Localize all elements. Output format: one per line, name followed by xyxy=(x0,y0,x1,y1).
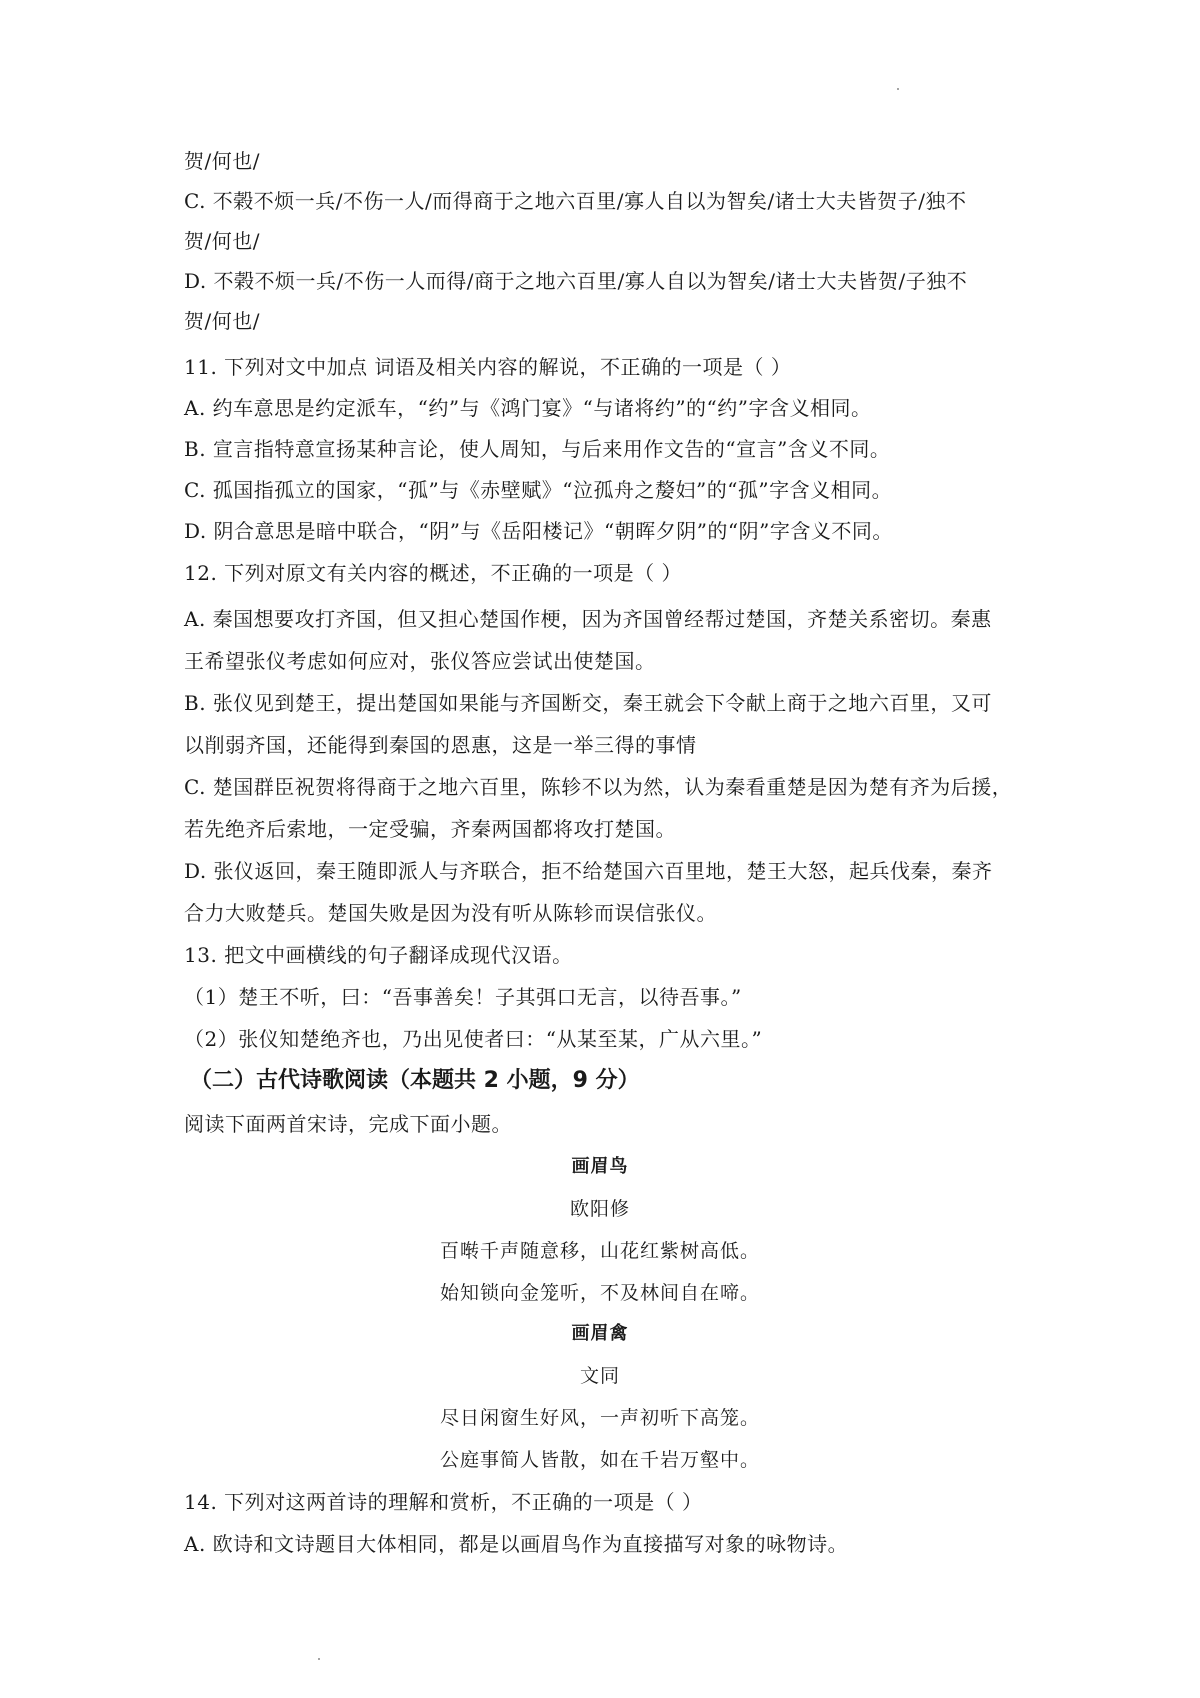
q13-item-1: （1）楚王不听，曰：“吾事善矣！子其弭口无言，以待吾事。” xyxy=(184,985,742,1009)
text-line: 若先绝齐后索地，一定受骗，齐秦两国都将攻打楚国。 xyxy=(184,817,676,841)
section-heading: （二）古代诗歌阅读（本题共 2 小题，9 分） xyxy=(190,1068,640,1093)
poem-1-author: 欧阳修 xyxy=(569,1198,630,1220)
q13-item-2: （2）张仪知楚绝齐也，乃出见使者曰：“从某至某，广从六里。” xyxy=(184,1027,763,1051)
option-d-line: D. 不榖不烦一兵/不伤一人而得/商于之地六百里/寡人自以为智矣/诸士大夫皆贺/子独不 xyxy=(184,269,968,293)
q12-option-c: C. 楚国群臣祝贺将得商于之地六百里，陈轸不以为然，认为秦看重楚是因为楚有齐为后援， xyxy=(184,775,1013,799)
q11-option-a: A. 约车意思是约定派车，“约”与《鸿门宴》“与诸将约”的“约”字含义相同。 xyxy=(184,396,872,420)
poem-2-title: 画眉禽 xyxy=(571,1323,629,1344)
poem-2-line: 尽日闲窗生好风，一声初听下高笼。 xyxy=(439,1407,760,1429)
q12-option-d: D. 张仪返回，秦王随即派人与齐联合，拒不给楚国六百里地，楚王大怒，起兵伐秦，秦齐 xyxy=(184,859,993,883)
reading-instructions: 阅读下面两首宋诗，完成下面小题。 xyxy=(184,1112,512,1136)
q12-option-a: A. 秦国想要攻打齐国，但又担心楚国作梗，因为齐国曾经帮过楚国，齐楚关系密切。秦惠 xyxy=(184,607,992,631)
q11-option-b: B. 宣言指特意宣扬某种言论，使人周知，与后来用作文告的“宣言”含义不同。 xyxy=(184,437,891,461)
q11-option-d: D. 阴合意思是暗中联合，“阴”与《岳阳楼记》“朝晖夕阴”的“阴”字含义不同。 xyxy=(184,519,893,543)
q12-option-b: B. 张仪见到楚王，提出楚国如果能与齐国断交，秦王就会下令献上商于之地六百里，又可 xyxy=(184,691,992,715)
question-13: 13. 把文中画横线的句子翻译成现代汉语。 xyxy=(184,943,573,967)
q11-option-c: C. 孤国指孤立的国家，“孤”与《赤壁赋》“泣孤舟之嫠妇”的“孤”字含义相同。 xyxy=(184,478,893,502)
text-line: 王希望张仪考虑如何应对，张仪答应尝试出使楚国。 xyxy=(184,649,656,673)
poem-1-title: 画眉鸟 xyxy=(571,1156,629,1177)
question-14: 14. 下列对这两首诗的理解和赏析，不正确的一项是（ ） xyxy=(184,1490,703,1514)
poem-1-line: 始知锁向金笼听，不及林间自在啼。 xyxy=(439,1282,760,1304)
question-11: 11. 下列对文中加点 词语及相关内容的解说，不正确的一项是（ ） xyxy=(184,355,792,379)
scan-speck xyxy=(318,1658,320,1660)
text-line: 贺/何也/ xyxy=(184,149,260,173)
scan-speck xyxy=(897,88,899,90)
q14-option-a: A. 欧诗和文诗题目大体相同，都是以画眉鸟作为直接描写对象的咏物诗。 xyxy=(184,1532,849,1556)
option-c-line: C. 不榖不烦一兵/不伤一人/而得商于之地六百里/寡人自以为智矣/诸士大夫皆贺子/独不 xyxy=(184,189,967,213)
text-line: 贺/何也/ xyxy=(184,309,260,333)
poem-2-line: 公庭事简人皆散，如在千岩万壑中。 xyxy=(439,1449,760,1471)
poem-2-author: 文同 xyxy=(579,1365,620,1387)
poem-1-line: 百啭千声随意移，山花红紫树高低。 xyxy=(439,1240,760,1262)
text-line: 贺/何也/ xyxy=(184,229,260,253)
text-line: 以削弱齐国，还能得到秦国的恩惠，这是一举三得的事情 xyxy=(184,733,697,757)
text-line: 合力大败楚兵。楚国失败是因为没有听从陈轸而误信张仪。 xyxy=(184,901,717,925)
question-12: 12. 下列对原文有关内容的概述，不正确的一项是（ ） xyxy=(184,561,683,585)
